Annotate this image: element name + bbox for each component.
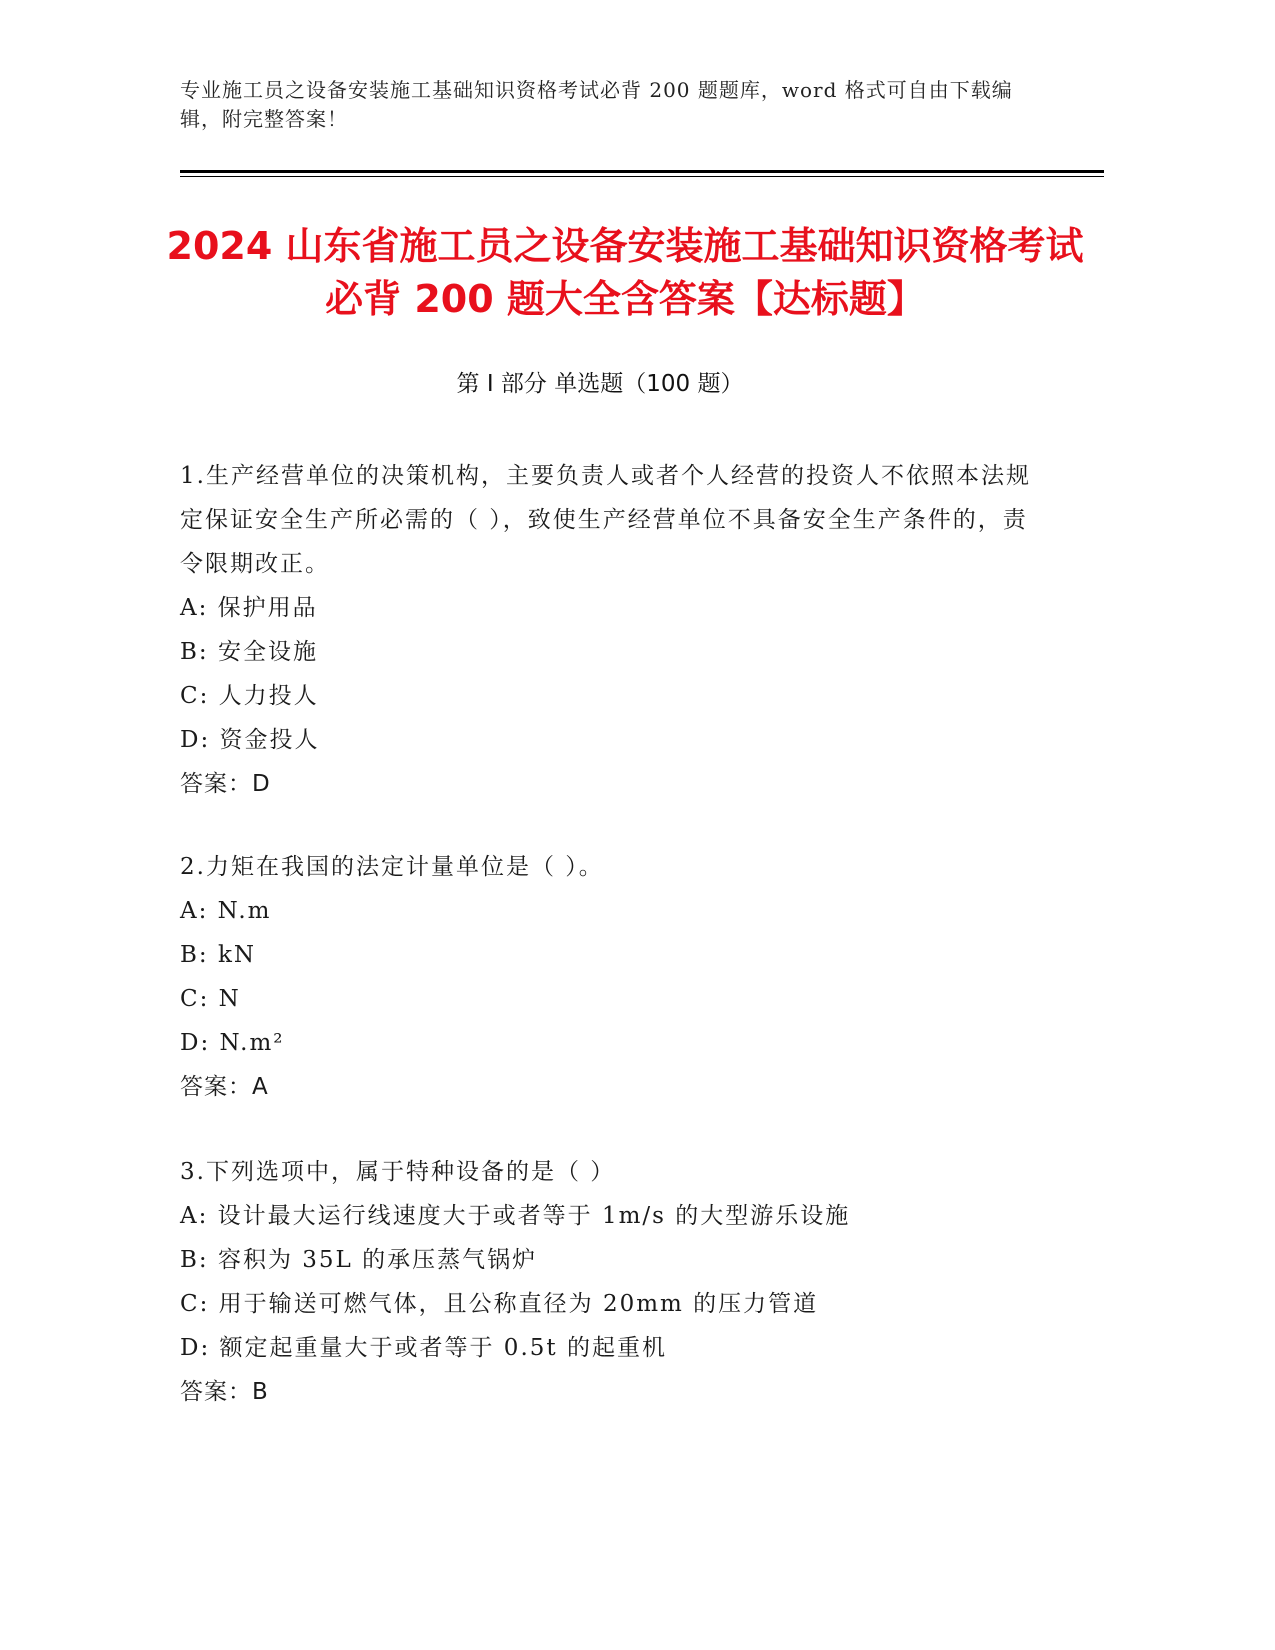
question-stem: 2.力矩在我国的法定计量单位是（ ）。 <box>180 854 604 880</box>
header-note: 专业施工员之设备安装施工基础知识资格考试必背 200 题题库，word 格式可自由下载编辑，附完整答案！ <box>180 78 1013 131</box>
option-d: D: 资金投人 <box>180 727 320 753</box>
option-d: D: 额定起重量大于或者等于 0.5t 的起重机 <box>180 1335 667 1361</box>
question-2 <box>180 845 1040 1109</box>
question-stem: 1.生产经营单位的决策机构，主要负责人或者个人经营的投资人不依照本法规定保证安全生产所必需的（ ），致使生产经营单位不具备安全生产条件的，责令限期改正。 <box>180 463 1031 577</box>
document-title: 2024 山东省施工员之设备安装施工基础知识资格考试必背 200 题大全含答案【达标题】 <box>166 224 1084 321</box>
option-c: C: N <box>180 986 241 1012</box>
answer: 答案：B <box>180 1379 269 1405</box>
question-1 <box>180 454 1040 806</box>
header-rule-thick <box>180 170 1104 173</box>
option-b: B: 安全设施 <box>180 639 318 665</box>
option-a: A: 保护用品 <box>180 595 318 621</box>
option-a: A: N.m <box>180 898 272 924</box>
section-title: 第 I 部分 单选题（100 题） <box>456 371 744 397</box>
question-3 <box>180 1150 1040 1414</box>
answer: 答案：A <box>180 1074 269 1100</box>
option-b: B: 容积为 35L 的承压蒸气锅炉 <box>180 1247 538 1273</box>
option-d: D: N.m² <box>180 1030 285 1056</box>
question-stem: 3.下列选项中，属于特种设备的是（ ） <box>180 1159 616 1185</box>
header-rule-thin <box>180 176 1104 177</box>
option-c: C: 人力投人 <box>180 683 319 709</box>
answer: 答案：D <box>180 771 271 797</box>
option-b: B: kN <box>180 942 257 968</box>
option-c: C: 用于输送可燃气体，且公称直径为 20mm 的压力管道 <box>180 1291 819 1317</box>
option-a: A: 设计最大运行线速度大于或者等于 1m/s 的大型游乐设施 <box>180 1203 851 1229</box>
